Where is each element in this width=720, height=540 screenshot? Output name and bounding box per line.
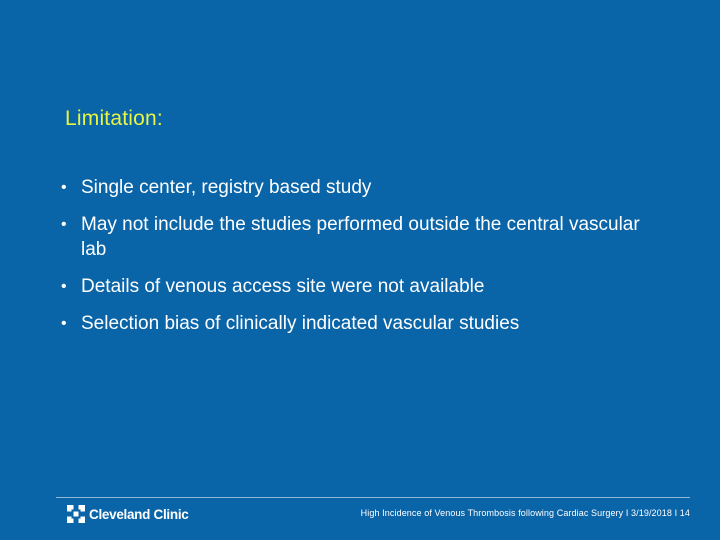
bullet-icon: • [61, 315, 67, 332]
logo-text: Cleveland Clinic [89, 506, 189, 522]
footer-divider [56, 497, 690, 498]
bullet-item [60, 212, 660, 262]
bullet-icon: • [61, 179, 67, 196]
footer-caption: High Incidence of Venous Thrombosis following Cardiac Surgery I 3/19/2018 I 14 [360, 508, 690, 518]
bullet-text: Selection bias of clinically indicated vascular studies [81, 313, 520, 334]
bullet-text: May not include the studies performed outside the central vascular lab [81, 214, 640, 260]
bullet-item [60, 274, 660, 299]
bullet-list [60, 175, 660, 348]
bullet-text: Details of venous access site were not available [81, 276, 485, 297]
cleveland-clinic-cross-icon [67, 505, 85, 523]
slide-heading: Limitation: [65, 107, 163, 130]
bullet-icon: • [61, 216, 67, 233]
bullet-icon: • [61, 278, 67, 295]
bullet-text: Single center, registry based study [81, 177, 372, 198]
bullet-item [60, 175, 660, 200]
bullet-item [60, 311, 660, 336]
cleveland-clinic-logo [67, 504, 188, 524]
